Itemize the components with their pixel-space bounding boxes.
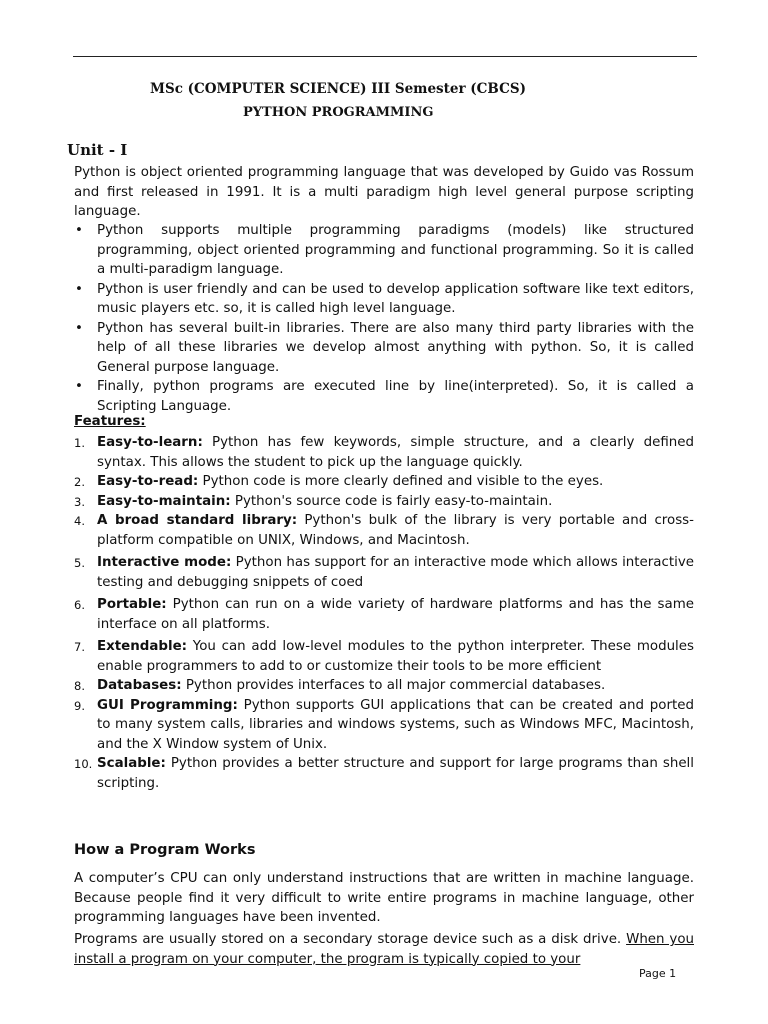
bullet-icon: •: [75, 320, 83, 336]
bullet-item: [74, 280, 694, 319]
feature-item: [74, 472, 694, 492]
feature-item: [74, 676, 694, 696]
feature-text: Python has few keywords, simple structure, and a clearly defined syntax. This allows the student to pick up the language quickly.: [97, 435, 694, 470]
feature-term: A broad standard library:: [97, 513, 298, 528]
feature-text: Python supports GUI applications that can be created and ported to many system calls, libraries and windows systems, such as Windows MFC, Macintosh, and the X Window system of Unix.: [97, 697, 694, 752]
feature-number: 6.: [74, 598, 85, 612]
feature-term: Interactive mode:: [97, 555, 232, 570]
features-list: [74, 433, 694, 793]
feature-item: [74, 696, 694, 755]
header-rule: [73, 56, 697, 57]
section-heading: How a Program Works: [74, 842, 256, 858]
feature-item: [74, 637, 694, 676]
features-heading: Features:: [74, 414, 146, 429]
intro-paragraph: Python is object oriented programming language that was developed by Guido vas Rossum and first released in 1991. It is a multi paradigm high level general purpose scripting language.: [74, 165, 694, 219]
feature-text: Python's bulk of the library is very portable and cross-platform compatible on UNIX, Windows, and Macintosh.: [97, 513, 694, 548]
feature-term: Extendable:: [97, 639, 188, 654]
feature-term: Databases:: [97, 678, 182, 693]
bullet-text: Python supports multiple programming paradigms (models) like structured programming, object oriented programming and functional programming. So it is called a multi-paradigm language.: [97, 223, 694, 277]
feature-number: 7.: [74, 640, 85, 654]
feature-term: Easy-to-read:: [97, 474, 199, 489]
feature-text: Python provides interfaces to all major commercial databases.: [181, 678, 606, 693]
feature-term: Easy-to-learn:: [97, 435, 203, 450]
feature-text: Python can run on a wide variety of hardware platforms and has the same interface on all platforms.: [97, 597, 694, 632]
bullet-text: Finally, python programs are executed line by line(interpreted). So, it is called a Scripting Language.: [97, 379, 694, 414]
feature-text: You can add low-level modules to the python interpreter. These modules enable programmers to add to or customize their tools to be more efficient: [97, 639, 694, 674]
feature-number: 10.: [74, 757, 93, 771]
bullet-icon: •: [75, 379, 83, 394]
feature-item: [74, 595, 694, 634]
programs-paragraph: [74, 930, 694, 969]
bullet-icon: •: [75, 281, 83, 297]
unit-heading: Unit - I: [67, 141, 128, 159]
bullet-list: [74, 221, 694, 416]
course-title: MSc (COMPUTER SCIENCE) III Semester (CBCS): [150, 81, 526, 97]
feature-number: 9.: [74, 698, 85, 713]
page-number: Page 1: [639, 967, 677, 980]
feature-term: Easy-to-maintain:: [97, 493, 231, 509]
feature-text: Python provides a better structure and support for large programs than shell scripting.: [97, 756, 694, 791]
feature-item: [74, 511, 694, 550]
feature-text: Python code is more clearly defined and visible to the eyes.: [198, 474, 604, 489]
bullet-text: Python is user friendly and can be used to develop application software like text editors, music players etc. so, it is called high level language.: [97, 281, 694, 316]
feature-item: [74, 754, 694, 793]
feature-number: 4.: [74, 514, 85, 528]
bullet-icon: •: [75, 223, 83, 238]
feature-number: 8.: [74, 679, 85, 693]
feature-item: [74, 553, 694, 592]
feature-item: [74, 492, 694, 512]
bullet-item: [74, 319, 694, 378]
feature-term: GUI Programming:: [97, 697, 238, 713]
feature-item: [74, 433, 694, 472]
feature-number: 2.: [74, 475, 85, 489]
programs-text-underlined: When you install a program on your computer, the program is typically copied to your: [74, 932, 694, 967]
programs-text: Programs are usually stored on a secondary storage device such as a disk drive.: [74, 932, 622, 947]
feature-number: 1.: [74, 436, 85, 450]
bullet-item: [74, 221, 694, 280]
feature-text: Python's source code is fairly easy-to-maintain.: [230, 493, 553, 509]
feature-text: Python has support for an interactive mode which allows interactive testing and debugging snippets of coed: [97, 555, 694, 590]
feature-term: Scalable:: [97, 756, 166, 771]
feature-number: 3.: [74, 494, 85, 509]
cpu-paragraph: A computer’s CPU can only understand instructions that are written in machine language. Because people find it very difficult to write entire programs in machine language, other programming languages have been invented.: [74, 871, 694, 925]
subject-title: PYTHON PROGRAMMING: [243, 105, 434, 120]
bullet-text: Python has several built-in libraries. There are also many third party libraries with the help of all these libraries we develop almost anything with python. So, it is called General purpose language.: [97, 320, 694, 375]
feature-number: 5.: [74, 556, 85, 570]
bullet-item: [74, 377, 694, 416]
feature-term: Portable:: [97, 597, 167, 612]
